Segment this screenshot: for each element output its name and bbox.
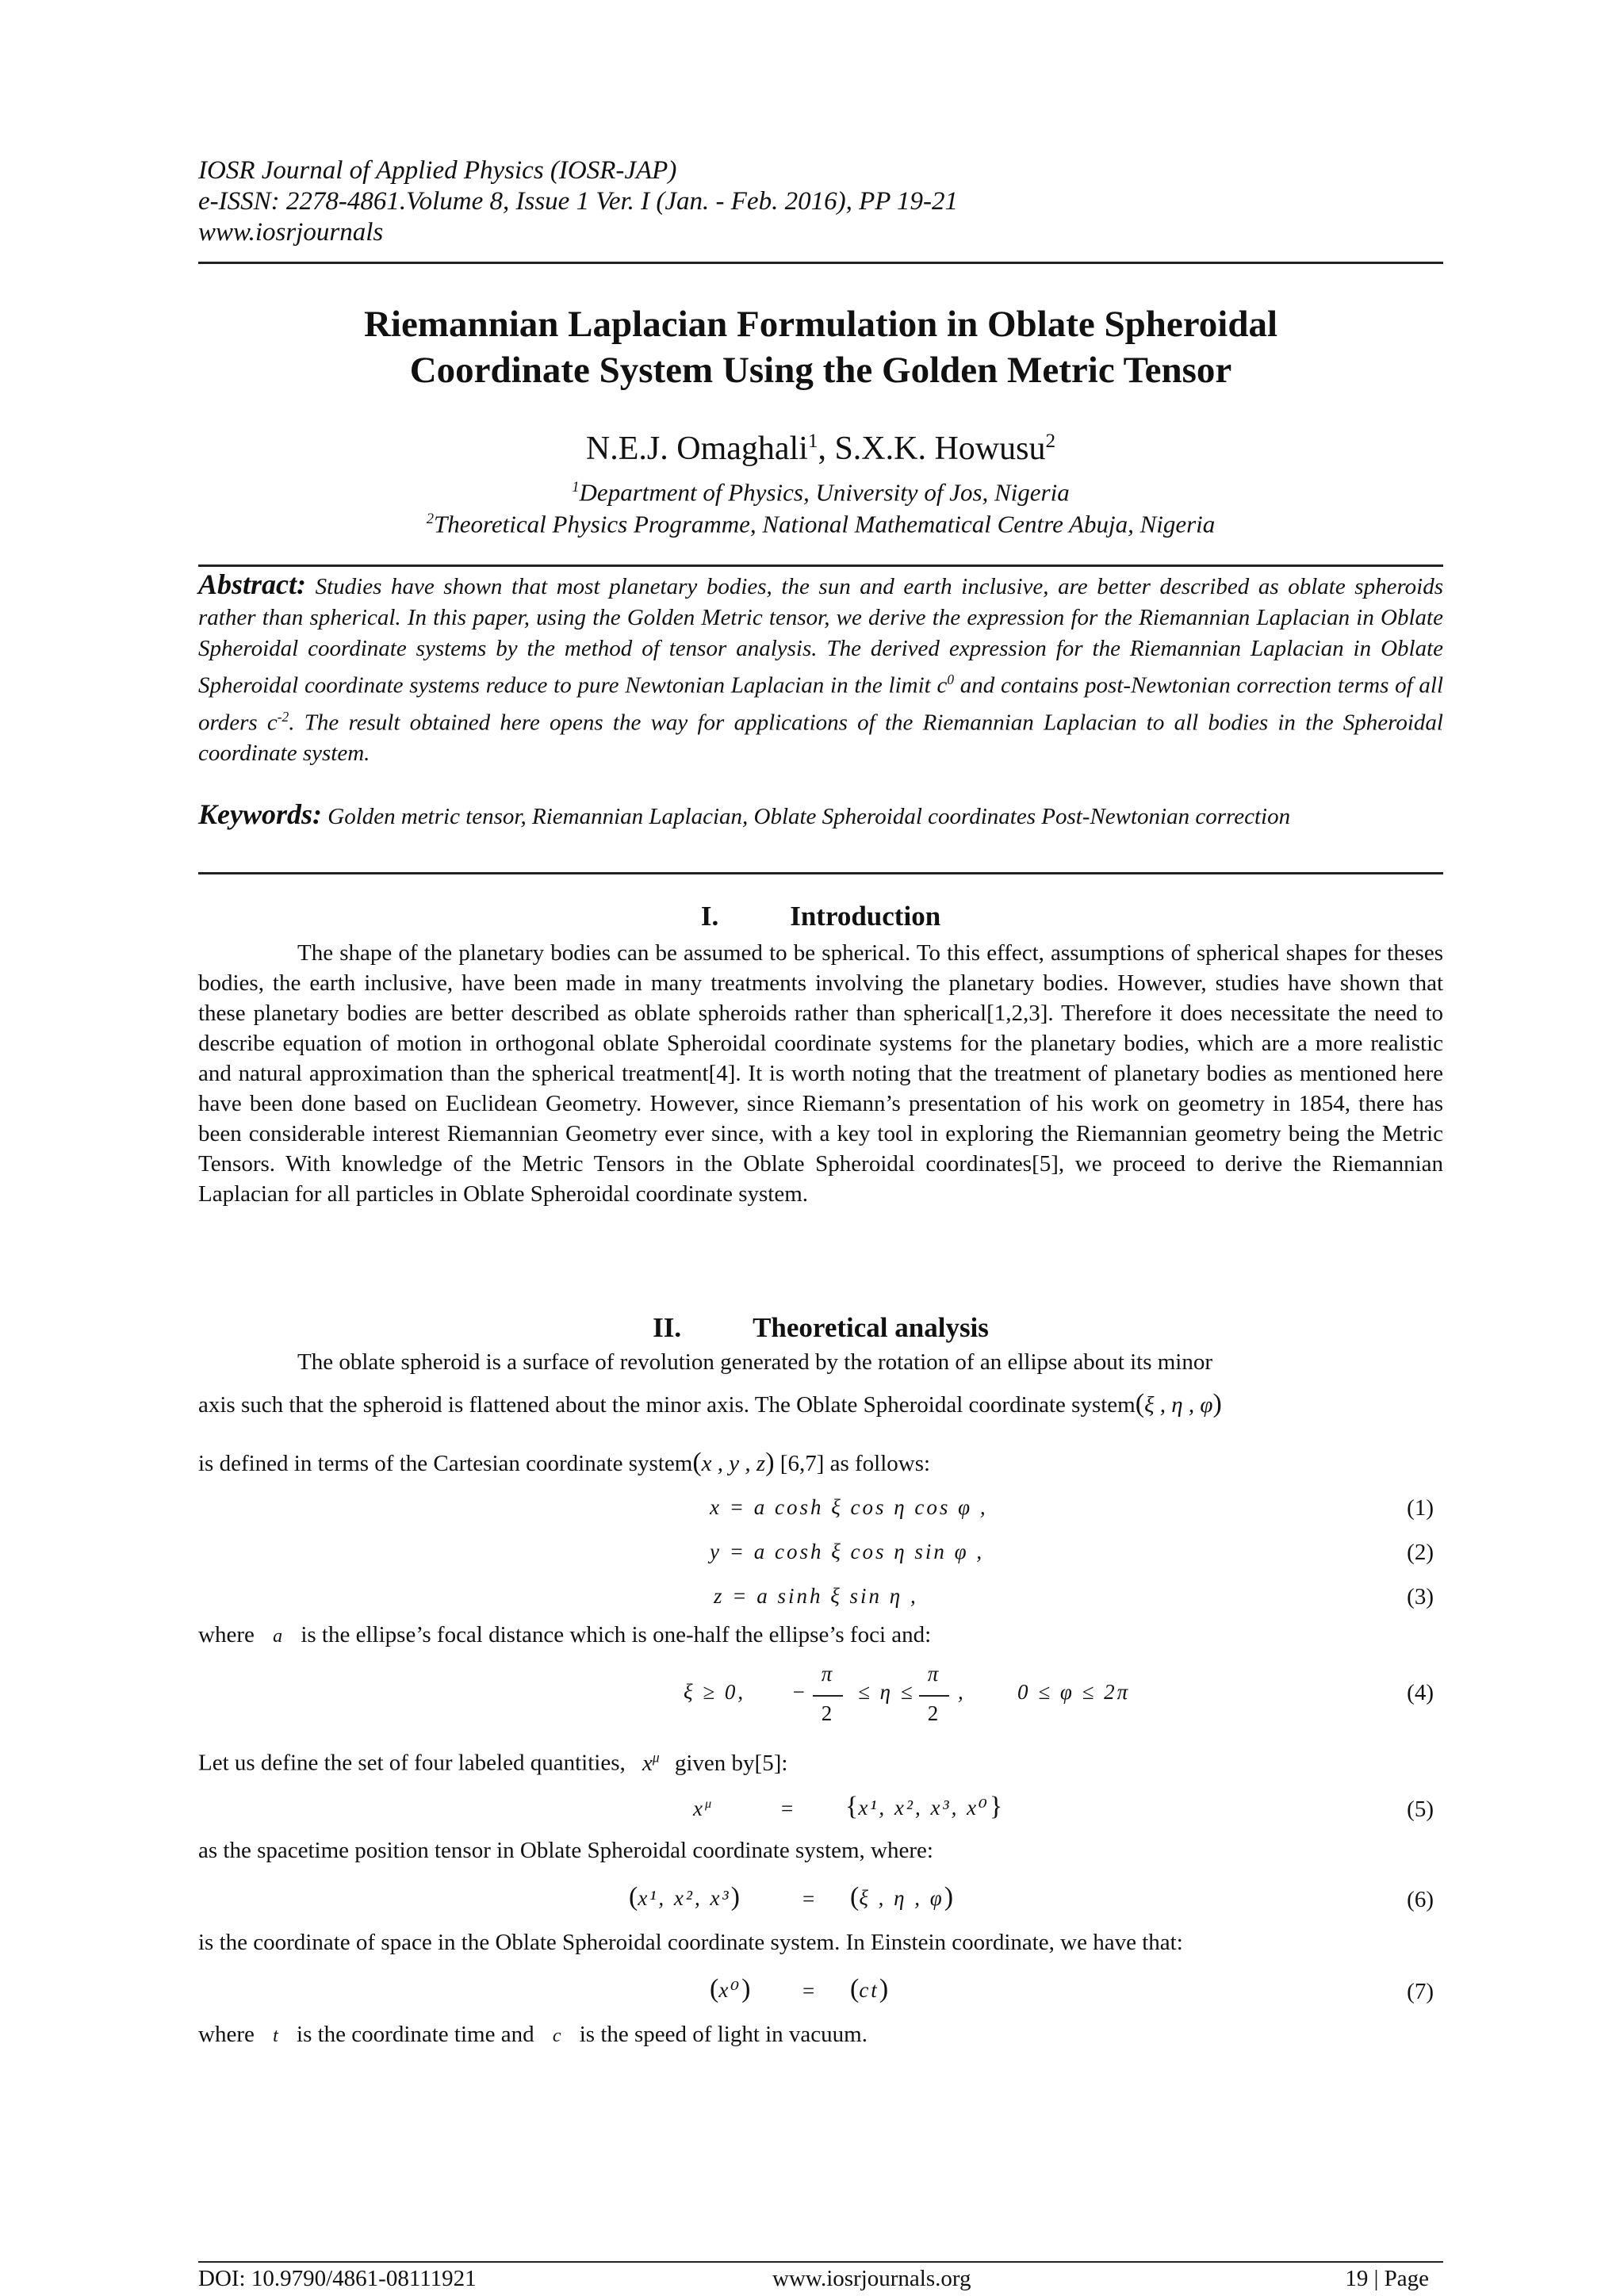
abstract-text-3: . The result obtained here opens the way for applications of the Riemannian Laplacian to all bodies in the Spheroidal coordinate system. (198, 710, 1443, 767)
abstract (198, 569, 1443, 769)
eq5-mu: μ (704, 1797, 714, 1811)
equation-6-rhs (850, 1882, 953, 1912)
journal-name: IOSR Journal of Applied Physics (IOSR-JAP) (198, 156, 677, 185)
abstract-label: Abstract: (198, 568, 307, 600)
section-2-heading (198, 1312, 1443, 1344)
abstract-top-rule (198, 564, 1443, 567)
var-x: x (642, 1750, 653, 1776)
equation-4-pi-1: π (821, 1662, 835, 1686)
var-x-mu (642, 1751, 660, 1776)
equation-1: x = a cosh ξ cos η cos φ , (710, 1495, 988, 1519)
eq5-x: x (693, 1797, 705, 1820)
footer-doi: DOI: 10.9790/4861-08111921 (198, 2266, 477, 2291)
footer-rule (198, 2261, 1443, 2263)
where-2-a: where (198, 2022, 255, 2047)
affiliation-2-text: Theoretical Physics Programme, National Mathematical Centre Abuja, Nigeria (434, 510, 1216, 538)
affiliation-2-sup: 2 (426, 511, 434, 527)
affiliation-1 (198, 473, 1443, 507)
equation-2: y = a cosh ξ cos η sin φ , (710, 1540, 985, 1563)
paren-open: ( (850, 1974, 860, 2003)
where-1-b: is the ellipse’s focal distance which is one-half the ellipse’s foci and: (301, 1622, 932, 1647)
where-line-1 (198, 1622, 1443, 1648)
equation-6-number: (6) (1407, 1887, 1434, 1912)
paren-close: ) (765, 1448, 775, 1477)
var-t: t (273, 2026, 278, 2046)
eq6-oblate-coords: ξ , η , φ (859, 1886, 944, 1910)
oblate-coords-math: ξ , η , φ (1144, 1392, 1213, 1418)
where-line-2 (198, 2022, 1443, 2048)
equation-3: z = a sinh ξ sin η , (714, 1584, 918, 1608)
s2-line-3-text-a: is defined in terms of the Cartesian coordinate system (198, 1451, 693, 1476)
abstract-sup-2: -2 (277, 708, 289, 725)
author-1-sup: 1 (807, 430, 818, 452)
equation-4-two-2: 2 (927, 1701, 941, 1725)
paper-title (198, 301, 1443, 393)
section-1-paragraph: The shape of the planetary bodies can be assumed to be spherical. To this effect, assumptions of spherical shapes for theses bodies, the earth inclusive, have been made in many treatments involving the planetary bodies. However, studies have shown that these planetary bodies are better described as oblate spheroids rather than spherical[1,2,3]. Therefore it does necessitate the need to describe equation of motion in orthogonal oblate Spheroidal coordinate systems for the planetary bodies, which are a more realistic and natural approximation than the spherical treatment[4]. It is worth noting that the treatment of planetary bodies as mentioned here have been done based on Euclidean Geometry. However, since Riemann’s presentation of his work on geometry in 1854, there has been considerable interest Riemannian Geometry ever since, with a key tool in exploring the Riemannian geometry being the Metric Tensors. With knowledge of the Metric Tensors in the Oblate Spheroidal coordinates[5], we proceed to derive the Riemannian Laplacian for all particles in Oblate Spheroidal coordinate system. (198, 940, 1443, 1207)
let-text-a: Let us define the set of four labeled quantities, (198, 1750, 626, 1776)
section-2-number: II. (653, 1312, 682, 1343)
equation-5-rhs (845, 1792, 1002, 1822)
abstract-bottom-rule (198, 872, 1443, 874)
let-line (198, 1749, 1443, 1777)
where-2-c: is the speed of light in vacuum. (579, 2022, 868, 2047)
let-text-b: given by[5]: (674, 1750, 788, 1776)
var-mu: μ (652, 1749, 660, 1765)
abstract-text-2: and contains post-Newtonian correction terms of all orders c (198, 672, 1444, 736)
section-1-title: Introduction (790, 901, 941, 932)
s2-line-3-text-b: [6,7] as follows: (774, 1451, 931, 1476)
equation-5-number: (5) (1407, 1797, 1434, 1822)
author-2: S.X.K. Howusu (834, 430, 1046, 467)
abstract-sup-1: 0 (947, 672, 955, 687)
paren-open: ( (710, 1974, 719, 2003)
affiliation-1-text: Department of Physics, University of Jos, Nigeria (579, 478, 1070, 507)
eq7-time-coord: x⁰ (718, 1978, 742, 2002)
section-1-number: I. (700, 901, 719, 932)
paren-close: ) (741, 1974, 751, 2003)
paren-open: ( (692, 1448, 702, 1477)
affiliation-1-sup: 1 (572, 479, 580, 496)
fraction-bar-1 (813, 1695, 843, 1697)
author-1: N.E.J. Omaghali (585, 430, 808, 467)
equation-3-number: (3) (1407, 1584, 1434, 1609)
eq7-ct: ct (859, 1978, 879, 2002)
equation-7-number: (7) (1407, 1979, 1434, 2004)
paren-close: ) (879, 1974, 889, 2003)
equation-1-number: (1) (1407, 1495, 1434, 1521)
paren-open: ( (629, 1882, 638, 1911)
as-line: as the spacetime position tensor in Oblate Spheroidal coordinate system, where: (198, 1838, 933, 1863)
section-2-title: Theoretical analysis (753, 1312, 989, 1343)
equation-7-equals: = (802, 1979, 818, 2003)
equation-4-pi-2: π (927, 1662, 941, 1686)
cartesian-coords-math: x , y , z (701, 1451, 766, 1476)
where-2-b: is the coordinate time and (297, 2022, 534, 2047)
footer-website[interactable]: www.iosrjournals.org (772, 2266, 971, 2291)
s2-line-1: The oblate spheroid is a surface of revolution generated by the rotation of an ellipse about its minor (297, 1349, 1213, 1375)
brace-open: { (845, 1792, 859, 1821)
equation-4-two-1: 2 (821, 1701, 835, 1725)
fraction-bar-2 (919, 1695, 949, 1697)
equation-4-minus: − (791, 1680, 809, 1704)
equation-6-lhs (629, 1882, 740, 1912)
paren-open: ( (1135, 1389, 1145, 1418)
where-1-a: where (198, 1622, 255, 1647)
equation-6-equals: = (802, 1887, 818, 1911)
s2-line-2-text: axis such that the spheroid is flattened about the minor axis. The Oblate Spheroidal coordinate system (198, 1392, 1136, 1418)
equation-4-mid: ≤ η ≤ (858, 1680, 915, 1704)
equation-4-left: ξ ≥ 0, (684, 1680, 746, 1704)
is-line: is the coordinate of space in the Oblate Spheroidal coordinate system. In Einstein coordinate, we have that: (198, 1930, 1183, 1955)
brace-close: } (989, 1792, 1003, 1821)
keywords (198, 799, 1443, 832)
journal-issn: e-ISSN: 2278-4861.Volume 8, Issue 1 Ver. I (Jan. - Feb. 2016), PP 19-21 (198, 187, 959, 216)
paren-close: ) (944, 1882, 954, 1911)
s2-line-3 (198, 1448, 1443, 1478)
title-line-1: Riemannian Laplacian Formulation in Oblate Spheroidal (363, 304, 1278, 345)
footer-page-number: 19 | Page (1345, 2266, 1429, 2291)
header-rule (198, 262, 1443, 264)
equation-7-lhs (710, 1974, 750, 2004)
paren-open: ( (850, 1882, 860, 1911)
equation-7-rhs (850, 1974, 888, 2004)
abstract-text-1: Studies have shown that most planetary bodies, the sun and earth inclusive, are better described as oblate spheroids rather than spherical. In this paper, using the Golden Metric tensor, we derive the expression for the Riemannian Laplacian in Oblate Spheroidal coordinate systems by the method of tensor analysis. The derived expression for the Riemannian Laplacian in Oblate Spheroidal coordinate systems reduce to pure Newtonian Laplacian in the limit c (198, 574, 1443, 698)
equation-4-right: 0 ≤ φ ≤ 2π (1017, 1680, 1131, 1704)
section-1-heading (198, 901, 1443, 932)
keywords-text: Golden metric tensor, Riemannian Laplacian, Oblate Spheroidal coordinates Post-Newtonian correction (322, 804, 1291, 829)
var-a: a (273, 1626, 283, 1647)
keywords-label: Keywords: (198, 798, 322, 830)
paren-close: ) (730, 1882, 740, 1911)
journal-header (198, 155, 1443, 248)
s2-line-2 (198, 1389, 1443, 1419)
equation-5-lhs (693, 1797, 714, 1821)
affiliation-2 (198, 504, 1443, 539)
equation-2-number: (2) (1407, 1540, 1434, 1565)
equation-4-comma: , (958, 1680, 966, 1704)
author-2-sup: 2 (1045, 430, 1056, 452)
eq6-space-coords: x¹, x², x³ (638, 1886, 731, 1910)
journal-website: www.iosrjournals (198, 218, 384, 247)
equation-4-number: (4) (1407, 1680, 1434, 1705)
var-c: c (552, 2026, 561, 2046)
author-list (198, 422, 1443, 469)
eq5-set: x¹, x², x³, x⁰ (858, 1796, 990, 1820)
paren-close: ) (1212, 1389, 1222, 1418)
title-line-2: Coordinate System Using the Golden Metric Tensor (409, 350, 1232, 391)
equation-5-equals: = (781, 1797, 796, 1820)
author-separator: , (818, 430, 835, 467)
